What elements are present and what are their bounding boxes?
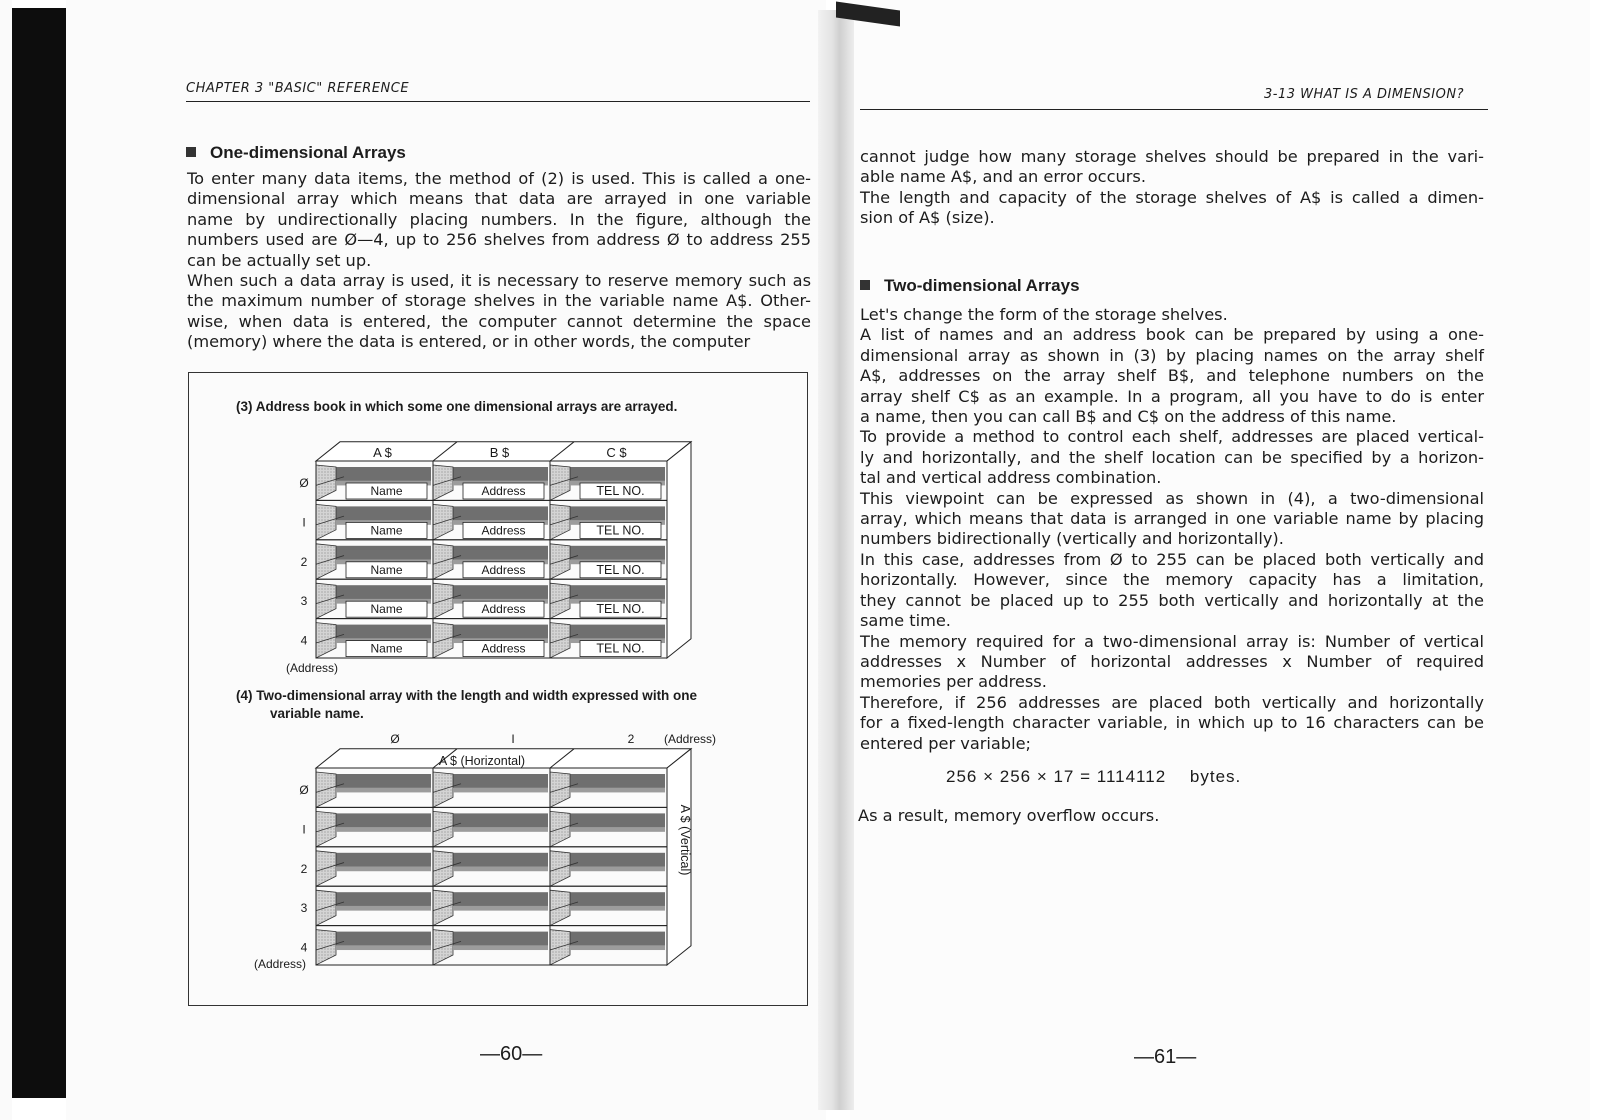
paragraph-line: To enter many data items, the method of (2) is used. This is called a one- [187,169,811,188]
shelf-back-wall [453,813,548,828]
shelf-back-wall-lower [453,906,548,911]
paragraph-line: This viewpoint can be expressed as shown in (4), a two-dimensional [860,488,1484,508]
paragraph-line: (memory) where the data is entered, or in other words, the computer [187,332,751,352]
intro-paragraph [860,147,1484,229]
figure4-caption-line1: (4) Two-dimensional array with the length and width expressed with one [236,688,698,703]
paragraph-line: for a fixed-length character variable, in which up to 16 characters can be [860,713,1484,733]
column-address: 2 [627,732,635,746]
shelf-back-wall-lower [453,788,548,793]
shelf-back-wall-lower [570,788,665,793]
cell-label: TEL NO. [596,562,645,577]
shelf-back-wall-lower [336,867,431,872]
paragraph-line: Let's change the form of the storage shelves. [860,305,1228,324]
cell-label: Name [370,562,403,577]
column-address-label: (Address) [663,732,717,746]
cell-label: Name [370,602,403,617]
paragraph-line: wise, when data is entered, the computer cannot determine the space [187,311,811,331]
left-page-header: CHAPTER 3 "BASIC" REFERENCE [186,81,410,96]
formula-unit: bytes. [1189,767,1242,786]
shelf-back-wall [570,467,665,482]
shelf-back-wall [453,932,548,947]
cell-label: TEL NO. [596,641,645,656]
column-label: A $ [373,445,392,460]
shelf-back-wall [336,932,431,947]
cell-label: TEL NO. [596,523,645,538]
address-axis-label: (Address) [253,957,307,971]
cell-label: Address [481,562,526,577]
shelf-back-wall-lower [336,906,431,911]
right-header-rule [860,109,1488,110]
shelf-back-wall [570,932,665,947]
paragraph-line: The memory required for a two-dimensional array is: Number of vertical [860,631,1484,651]
paragraph-line: ly and horizontally, and the shelf location can be specified by a horizon- [860,447,1484,467]
two-dim-paragraph [860,305,1484,754]
paragraph-line: numbers bidirectionally (vertically and horizontally). [860,529,1284,549]
shelf-back-wall [570,774,665,789]
shelf-back-wall [570,813,665,828]
row-address: 3 [300,594,308,609]
two-dim-section-title-text: Two-dimensional Arrays [884,276,1080,295]
shelf-back-wall [453,467,548,482]
shelf-back-wall [570,585,665,600]
shelf-back-wall [570,625,665,640]
shelf-back-wall [570,892,665,907]
paragraph-line: In this case, addresses from Ø to 255 can be placed both vertically and [860,549,1484,569]
cell-label: TEL NO. [596,602,645,617]
cell-label: Name [370,641,403,656]
figure3-shelves [286,442,691,675]
paragraph-line: they cannot be placed up to 255 both vertically and horizontally at the [860,590,1484,610]
shelf-back-wall-lower [336,945,431,950]
paragraph-line: cannot judge how many storage shelves should be prepared in the vari- [860,147,1484,166]
cell-label: Name [370,484,403,498]
shelf-back-wall [453,506,548,521]
right-page-number: —61— [1134,1046,1197,1068]
paragraph-line: the maximum number of storage shelves in the variable name A$. Other- [187,291,811,311]
column-address: Ø [390,732,400,746]
horizontal-axis-label: A $ (Horizontal) [438,754,526,768]
row-address: 4 [300,940,308,955]
shelf-back-wall-lower [570,827,665,832]
paragraph-line: dimensional array which means that data are arrayed in one variable [187,189,811,209]
vertical-axis-label: A $ (Vertical) [678,804,692,876]
paragraph-line: able name A$, and an error occurs. [860,167,1146,187]
row-address: I [302,822,306,837]
cell-label: Address [481,484,526,498]
row-address: 3 [300,901,308,916]
shelf-back-wall [336,853,431,868]
shelf-back-wall [453,546,548,561]
shelf-back-wall [336,625,431,640]
column-label: B $ [489,445,510,460]
shelf-back-wall [336,546,431,561]
row-address: 2 [300,861,308,876]
paragraph-line: numbers used are Ø—4, up to 256 shelves from address Ø to address 255 [187,230,811,250]
shelf-back-wall [453,853,548,868]
shelf-back-wall [570,853,665,868]
memory-formula [946,767,1241,787]
paragraph-line: When such a data array is used, it is necessary to reserve memory such as [187,271,811,291]
row-address: 4 [300,633,308,648]
shelf-back-wall [336,467,431,482]
paragraph-line: Therefore, if 256 addresses are placed both vertically and horizontally [860,692,1484,712]
cell-label: Address [481,523,526,538]
row-address: 2 [300,554,308,569]
right-page-header: 3-13 WHAT IS A DIMENSION? [1264,87,1464,102]
shelf-back-wall [453,774,548,789]
paragraph-line: same time. [860,611,951,631]
shelf-back-wall [453,625,548,640]
shelf-back-wall [336,813,431,828]
shelf-back-wall-lower [570,906,665,911]
formula-expression: 256 × 256 × 17 = 1114112 [946,767,1167,786]
shelf-back-wall-lower [453,827,548,832]
paragraph-line: entered per variable; [860,733,1031,753]
shelf-back-wall-lower [453,945,548,950]
square-bullet-icon [860,280,870,290]
paragraph-line: name by undirectionally placing numbers. In the figure, although the [187,209,811,229]
paragraph-line: To provide a method to control each shelf, addresses are placed vertical- [860,427,1484,447]
paragraph-line: A$, addresses on the array shelf B$, and telephone numbers on the [860,366,1484,386]
paragraph-line: memories per address. [860,672,1047,692]
column-address: I [511,732,515,746]
paragraph-line: array shelf C$ as an example. In a program, all you have to do is enter [860,386,1484,406]
shelf-back-wall [336,506,431,521]
shelf-back-wall-lower [453,867,548,872]
result-line: As a result, memory overflow occurs. [858,806,1160,825]
shelf-back-wall-lower [570,867,665,872]
figure4-caption-line2: variable name. [270,706,364,721]
shelf-back-wall [336,774,431,789]
paragraph-line: A list of names and an address book can be prepared by using a one- [860,325,1484,345]
paragraph-line: dimensional array as shown in (3) by placing names on the array shelf [860,345,1484,365]
paragraph-line: a name, then you can call B$ and C$ on the address of this name. [860,407,1397,427]
left-page-number: —60— [480,1043,543,1065]
figure3-caption: (3) Address book in which some one dimensional arrays are arrayed. [236,399,678,414]
paragraph-line: horizontally. However, since the memory capacity has a limitation, [860,570,1484,590]
two-dim-section-title [860,276,1080,296]
paragraph-line: tal and vertical address combination. [860,468,1162,488]
paragraph-line: The length and capacity of the storage shelves of A$ is called a dimen- [860,187,1484,207]
row-address: I [302,515,306,530]
shelf-back-wall [570,546,665,561]
paragraph-line: addresses x Number of horizontal addresses x Number of required [860,651,1484,671]
one-dim-section-title-text: One-dimensional Arrays [210,143,406,162]
address-axis-label: (Address) [285,661,339,675]
paragraph-line: can be actually set up. [187,250,372,270]
shelf-back-wall [453,892,548,907]
paragraph-line: sion of A$ (size). [860,208,995,228]
shelf-back-wall-lower [570,945,665,950]
shelf-back-wall-lower [336,827,431,832]
shelf-right-face [667,442,691,658]
shelf-back-wall [336,585,431,600]
shelf-back-wall [570,506,665,521]
shelf-back-wall [453,585,548,600]
shelf-back-wall [336,892,431,907]
column-label: C $ [606,445,627,460]
row-address: Ø [299,476,309,490]
paragraph-line: array, which means that data is arranged in one variable name by placing [860,509,1484,529]
cell-label: TEL NO. [596,484,645,498]
figure4-shelves [254,732,716,971]
shelf-back-wall-lower [336,788,431,793]
cell-label: Name [370,523,403,538]
cell-label: Address [481,602,526,617]
row-address: Ø [299,783,309,797]
cell-label: Address [481,641,526,656]
